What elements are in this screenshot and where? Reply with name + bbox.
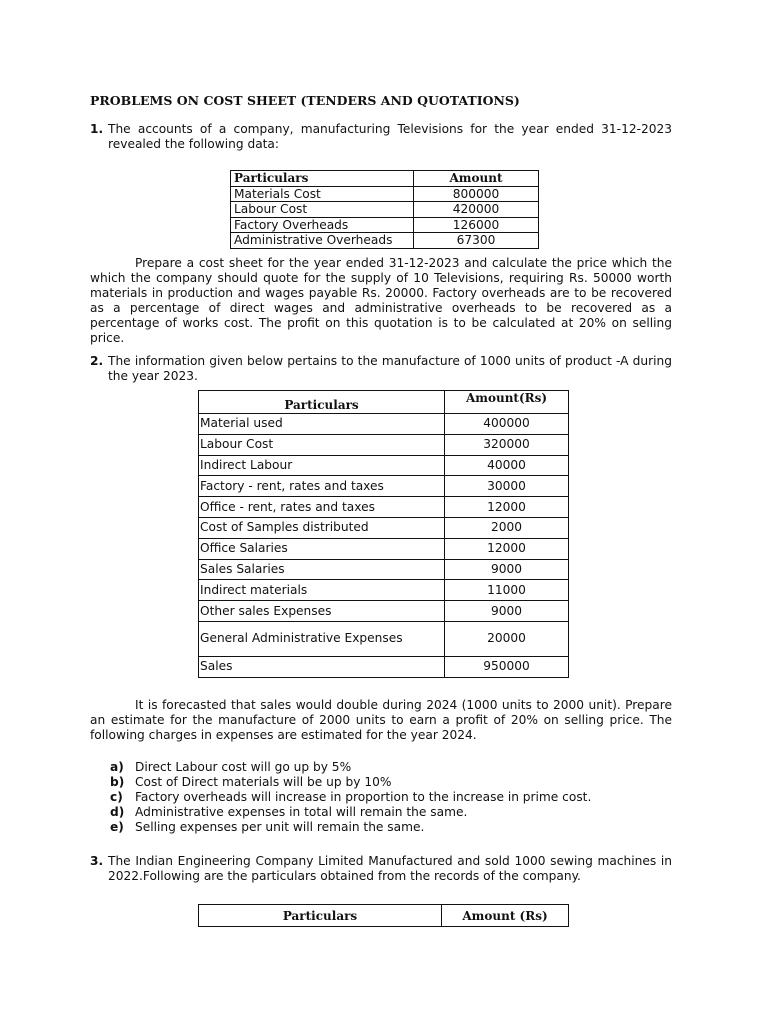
q2-intro-text: The information given below pertains to the manufacture of 1000 units of product -A during the year 2023. bbox=[108, 354, 672, 383]
list-item-text: Cost of Direct materials will be up by 10% bbox=[135, 775, 392, 789]
page-title: PROBLEMS ON COST SHEET (TENDERS AND QUOTATIONS) bbox=[90, 93, 520, 108]
list-item bbox=[110, 820, 591, 835]
q2-cell-particular: Office - rent, rates and taxes bbox=[199, 497, 445, 518]
table-row bbox=[199, 538, 569, 559]
q2-cell-amount: 11000 bbox=[445, 580, 569, 601]
q2-cell-particular: Material used bbox=[199, 414, 445, 435]
list-item-text: Factory overheads will increase in proportion to the increase in prime cost. bbox=[135, 790, 592, 804]
q2-intro bbox=[90, 354, 672, 384]
table-row bbox=[199, 559, 569, 580]
q1-cell-particular: Factory Overheads bbox=[231, 217, 414, 233]
list-item-label: b) bbox=[110, 775, 125, 789]
q1-cell-amount: 126000 bbox=[414, 217, 539, 233]
q2-cell-amount: 20000 bbox=[445, 621, 569, 656]
table-row bbox=[199, 601, 569, 622]
q2-cell-amount: 9000 bbox=[445, 601, 569, 622]
q2-body: It is forecasted that sales would double during 2024 (1000 units to 2000 unit). Prepare an estimate for the manufacture of 2000 units to earn a profit of 20% on selling price. The following charges in expenses are estimated for the year 2024. bbox=[90, 698, 672, 742]
q2-number: 2. bbox=[90, 354, 104, 368]
q3-number: 3. bbox=[90, 854, 104, 868]
list-item bbox=[110, 775, 591, 790]
list-item bbox=[110, 790, 591, 805]
q1-cell-particular: Materials Cost bbox=[231, 186, 414, 202]
table-row bbox=[199, 455, 569, 476]
q1-cell-particular: Labour Cost bbox=[231, 202, 414, 218]
table-row bbox=[231, 186, 539, 202]
q2-cell-amount: 320000 bbox=[445, 434, 569, 455]
q2-table bbox=[198, 390, 569, 678]
q2-change-list bbox=[110, 760, 591, 835]
q2-cell-amount: 400000 bbox=[445, 414, 569, 435]
list-item bbox=[110, 760, 591, 775]
list-item-text: Selling expenses per unit will remain the same. bbox=[135, 820, 425, 834]
q2-cell-particular: Labour Cost bbox=[199, 434, 445, 455]
q1-header-amount: Amount bbox=[414, 171, 539, 187]
table-row bbox=[199, 476, 569, 497]
q2-cell-amount: 12000 bbox=[445, 497, 569, 518]
table-row bbox=[231, 233, 539, 249]
q2-cell-amount: 2000 bbox=[445, 517, 569, 538]
q2-cell-particular: Office Salaries bbox=[199, 538, 445, 559]
q2-cell-particular: General Administrative Expenses bbox=[199, 621, 445, 656]
list-item bbox=[110, 805, 591, 820]
q3-table bbox=[198, 904, 569, 927]
table-row bbox=[199, 414, 569, 435]
q2-cell-particular: Sales bbox=[199, 656, 445, 677]
table-row bbox=[199, 497, 569, 518]
q2-cell-particular: Indirect materials bbox=[199, 580, 445, 601]
q2-cell-particular: Cost of Samples distributed bbox=[199, 517, 445, 538]
q2-cell-particular: Other sales Expenses bbox=[199, 601, 445, 622]
q2-cell-particular: Factory - rent, rates and taxes bbox=[199, 476, 445, 497]
list-item-label: c) bbox=[110, 790, 123, 804]
list-item-label: e) bbox=[110, 820, 124, 834]
q1-table bbox=[230, 170, 539, 249]
q2-cell-amount: 950000 bbox=[445, 656, 569, 677]
table-row bbox=[199, 621, 569, 656]
q2-cell-amount: 40000 bbox=[445, 455, 569, 476]
table-row bbox=[199, 656, 569, 677]
list-item-text: Direct Labour cost will go up by 5% bbox=[135, 760, 352, 774]
q2-cell-amount: 30000 bbox=[445, 476, 569, 497]
q1-table-header bbox=[231, 171, 539, 187]
q1-cell-amount: 420000 bbox=[414, 202, 539, 218]
table-row bbox=[231, 217, 539, 233]
q3-header-amount: Amount (Rs) bbox=[442, 905, 569, 927]
q1-cell-particular: Administrative Overheads bbox=[231, 233, 414, 249]
q1-cell-amount: 67300 bbox=[414, 233, 539, 249]
q1-header-particulars: Particulars bbox=[231, 171, 414, 187]
q2-cell-particular: Sales Salaries bbox=[199, 559, 445, 580]
q2-table-header bbox=[199, 391, 569, 414]
q3-intro bbox=[90, 854, 672, 884]
q3-intro-text: The Indian Engineering Company Limited Manufactured and sold 1000 sewing machines in 2022.Following are the particulars obtained from the records of the company. bbox=[108, 854, 672, 883]
q2-header-particulars: Particulars bbox=[199, 391, 445, 414]
list-item-label: a) bbox=[110, 760, 124, 774]
q1-cell-amount: 800000 bbox=[414, 186, 539, 202]
table-row bbox=[199, 517, 569, 538]
q3-table-header bbox=[199, 905, 569, 927]
q2-cell-amount: 12000 bbox=[445, 538, 569, 559]
list-item-text: Administrative expenses in total will remain the same. bbox=[135, 805, 468, 819]
q3-header-particulars: Particulars bbox=[199, 905, 442, 927]
table-row bbox=[199, 580, 569, 601]
table-row bbox=[199, 434, 569, 455]
q2-cell-amount: 9000 bbox=[445, 559, 569, 580]
list-item-label: d) bbox=[110, 805, 125, 819]
q1-number: 1. bbox=[90, 122, 104, 136]
q2-header-amount: Amount(Rs) bbox=[445, 391, 569, 414]
table-row bbox=[231, 202, 539, 218]
q1-intro bbox=[90, 122, 672, 152]
q1-body: Prepare a cost sheet for the year ended 31-12-2023 and calculate the price which the which the company should quote for the supply of 10 Televisions, requiring Rs. 50000 worth materials in production and wages payable Rs. 20000. Factory overheads are to be recovered as a percentage of direct wages and administrative overheads to be recovered as a percentage of works cost. The profit on this quotation is to be calculated at 20% on selling price. bbox=[90, 256, 672, 345]
q2-cell-particular: Indirect Labour bbox=[199, 455, 445, 476]
q1-intro-text: The accounts of a company, manufacturing Televisions for the year ended 31-12-2023 revealed the following data: bbox=[108, 122, 672, 151]
